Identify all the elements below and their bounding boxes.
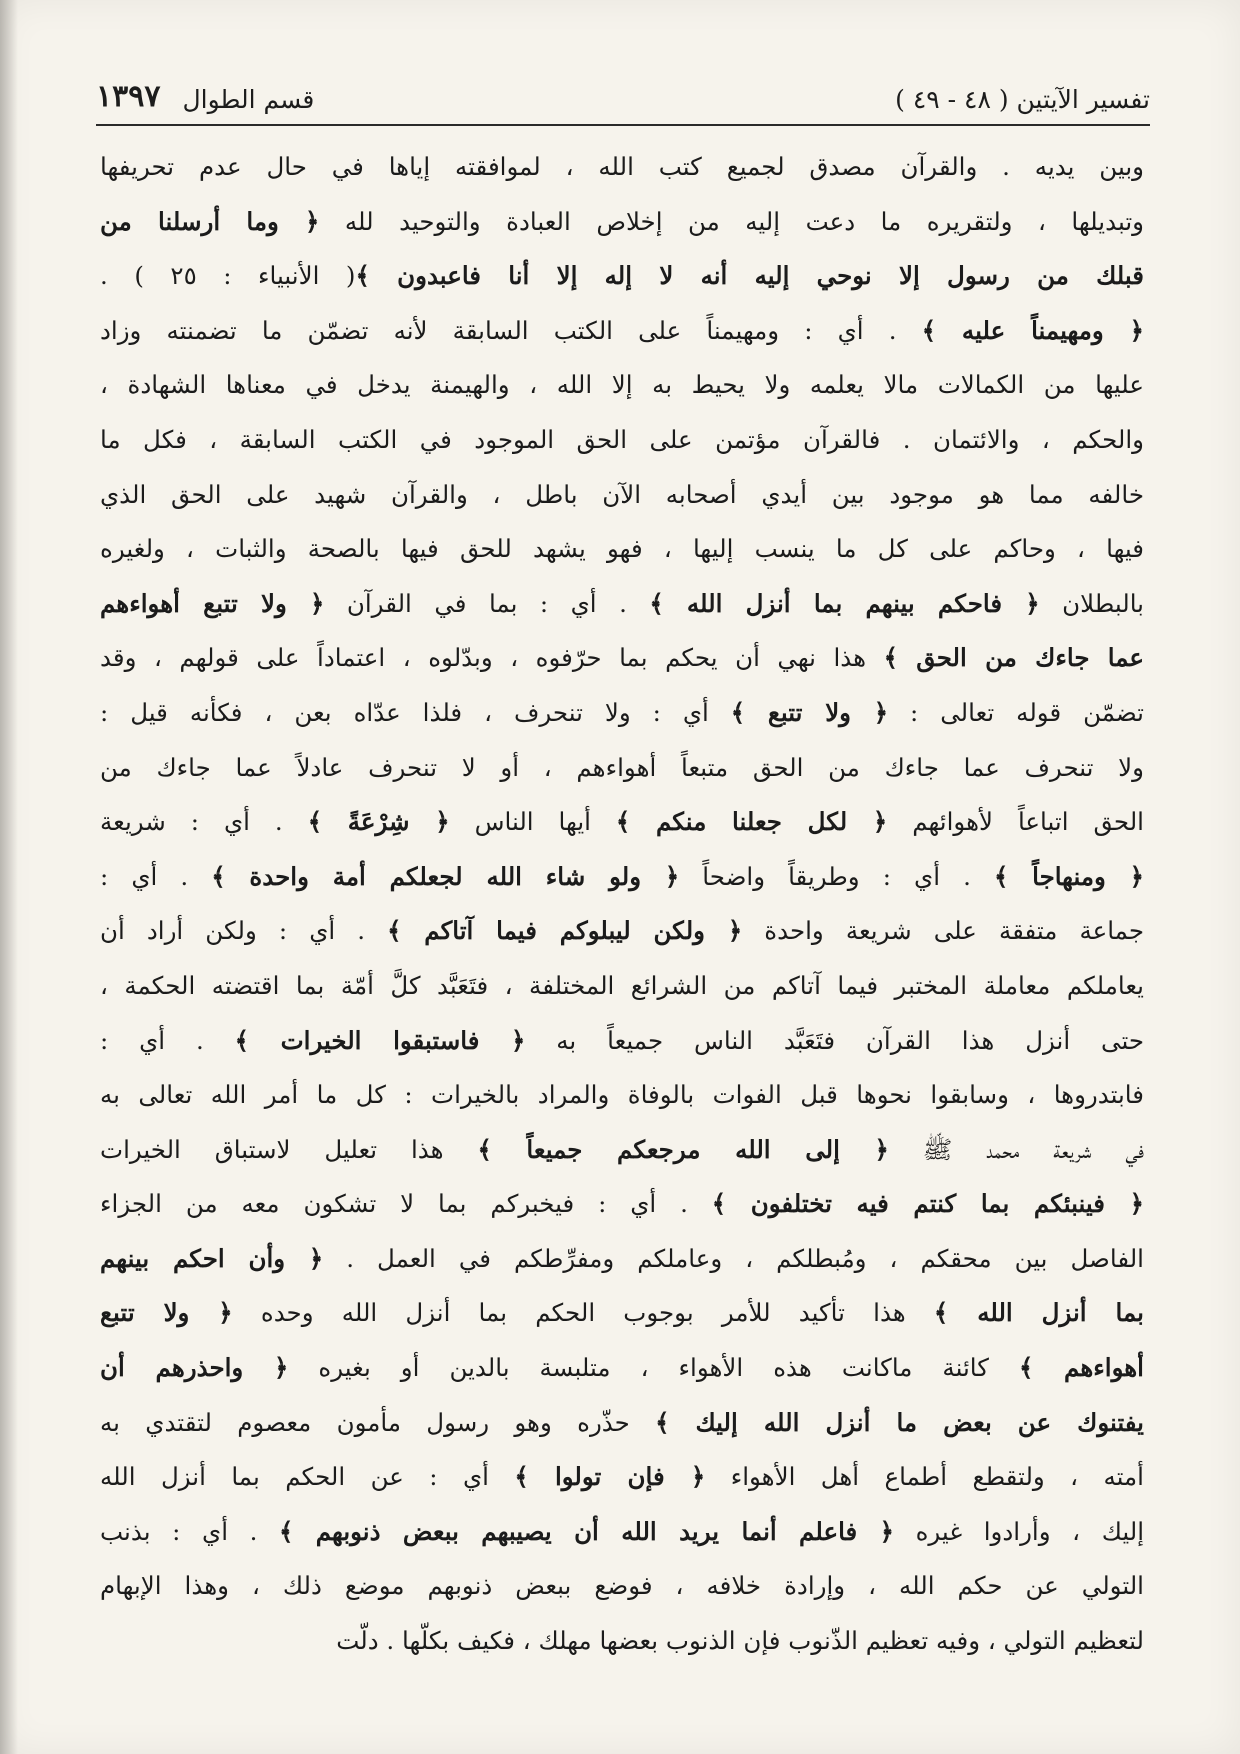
section-name: قسم الطوال — [182, 85, 315, 114]
commentary-segment: التولي عن حكم الله ، وإرادة خلافه ، فوضع ببعض ذنوبهم موضع ذلك ، وهذا الإبهام — [100, 1571, 1144, 1601]
quran-verse-text: ﴿ وما أرسلنا من — [100, 206, 320, 236]
commentary-segment: جماعة متفقة على شريعة واحدة — [742, 916, 1144, 946]
commentary-segment: . أي : وطريقاً واضحاً — [679, 861, 994, 891]
commentary-segment: الحق اتباعاً لأهوائهم — [887, 807, 1144, 837]
text-line — [100, 1396, 1144, 1451]
quran-verse-text: قبلك من رسول إلا نوحي إليه أنه لا إله إلا أنا فاعبدون ﴾ — [355, 261, 1144, 291]
commentary-segment: . أي : فيخبركم بما لا تشكون معه من الجزاء — [100, 1189, 712, 1219]
text-line — [100, 577, 1144, 632]
commentary-segment: وبين يديه . والقرآن مصدق لجميع كتب الله ، لموافقته إياها في حال عدم تحريفها — [100, 152, 1144, 181]
text-line — [100, 358, 1144, 413]
quran-verse-text: ﴿ ولا تتبع أهواءهم — [100, 588, 325, 618]
commentary-segment: هذا نهي أن يحكم بما حرّفوه ، وبدّلوه ، اعتماداً على قولهم ، وقد — [100, 643, 884, 673]
text-line — [100, 686, 1144, 741]
commentary-segment: . أي : ومهيمناً على الكتب السابقة لأنه تضمّن ما تضمنته وزاد — [100, 315, 922, 345]
quran-verse-text: ﴿ واحذرهم أن — [100, 1353, 289, 1383]
quran-verse-text: أهواءهم ﴾ — [1018, 1353, 1144, 1383]
text-line — [100, 904, 1144, 959]
text-line — [100, 413, 1144, 468]
commentary-segment: إليك ، وأرادوا غيره — [893, 1516, 1144, 1546]
header-section-group — [96, 79, 314, 114]
quran-verse-text: ﴿ وأن احكم بينهم — [100, 1243, 324, 1273]
text-line — [100, 140, 1144, 195]
quran-verse-text: يفتنوك عن بعض ما أنزل الله إليك ﴾ — [655, 1407, 1144, 1437]
quran-verse-text: ﴿ شِرْعَةً ﴾ — [307, 807, 450, 837]
text-line — [100, 631, 1144, 686]
commentary-segment: ولا تنحرف عما جاءك من الحق متبعاً أهواءهم ، أو لا تنحرف عادلاً عما جاءك من — [100, 752, 1144, 782]
page-number: ١٣٩٧ — [96, 79, 161, 114]
commentary-segment: ( الأنبياء : ٢٥ ) . — [100, 261, 356, 291]
commentary-text — [100, 140, 1144, 1669]
text-line — [100, 304, 1144, 359]
commentary-segment: حتى أنزل هذا القرآن فتَعَبَّد الناس جميعاً به — [525, 1025, 1144, 1055]
text-line — [100, 850, 1144, 905]
commentary-segment: الفاصل بين محقكم ، ومُبطلكم ، وعاملكم ومفرِّطكم في العمل . — [323, 1243, 1144, 1273]
text-line — [100, 1614, 1144, 1669]
text-line — [100, 1068, 1144, 1123]
commentary-segment: أمته ، ولتقطع أطماع أهل الأهواء — [705, 1462, 1144, 1492]
quran-verse-text: ﴿ فاحكم بينهم بما أنزل الله ﴾ — [649, 588, 1040, 618]
commentary-segment: أي : ولا تنحرف ، فلذا عدّاه بعن ، فكأنه قيل : — [100, 697, 731, 727]
text-line — [100, 1177, 1144, 1232]
quran-verse-text: ﴿ ولا تتبع — [100, 1298, 233, 1328]
commentary-segment: بالبطلان — [1039, 588, 1144, 618]
commentary-segment: يعاملكم معاملة المختبر فيما آتاكم من الشرائع المختلفة ، فتَعَبَّد كلَّ أمّة بما اقتضته الحكمة ، — [100, 970, 1144, 1000]
quran-verse-text: بما أنزل الله ﴾ — [933, 1298, 1144, 1328]
text-line — [100, 1450, 1144, 1505]
text-line — [100, 959, 1144, 1014]
text-line — [100, 1341, 1144, 1396]
commentary-segment: فيها ، وحاكم على كل ما ينسب إليها ، فهو يشهد للحق فيها بالصحة والثبات ، ولغيره — [100, 534, 1144, 564]
quran-verse-text: ﴿ ولا تتبع ﴾ — [730, 697, 889, 727]
text-line — [100, 522, 1144, 577]
commentary-segment: خالفه مما هو موجود بين أيدي أصحابه الآن باطل ، والقرآن شهيد على الحق الذي — [100, 479, 1144, 509]
quran-verse-text: ﴿ فاعلم أنما يريد الله أن يصيبهم ببعض ذنوبهم ﴾ — [279, 1516, 894, 1546]
text-line — [100, 1505, 1144, 1560]
commentary-segment: . أي : شريعة — [100, 807, 308, 837]
commentary-segment: فابتدروها ، وسابقوا نحوها قبل الفوات بالوفاة والمراد بالخيرات : كل ما أمر الله تعالى به — [100, 1080, 1144, 1110]
commentary-segment: أيها الناس — [449, 807, 616, 837]
text-line — [100, 468, 1144, 523]
quran-verse-text: عما جاءك من الحق ﴾ — [883, 643, 1144, 673]
text-line — [100, 1559, 1144, 1614]
quran-verse-text: ﴿ ولكن ليبلوكم فيما آتاكم ﴾ — [387, 916, 743, 946]
commentary-segment: وتبديلها ، ولتقريره ما دعت إليه من إخلاص العبادة والتوحيد لله — [319, 206, 1144, 236]
quran-verse-text: ﴿ إلى الله مرجعكم جميعاً ﴾ — [477, 1134, 889, 1164]
page-header — [96, 70, 1150, 114]
commentary-segment: . أي : ولكن أراد أن — [100, 916, 388, 946]
commentary-segment: تضمّن قوله تعالى : — [888, 697, 1144, 727]
text-line — [100, 741, 1144, 796]
commentary-segment: أي : عن الحكم بما أنزل الله — [100, 1462, 515, 1492]
commentary-segment: لتعظيم التولي ، وفيه تعظيم الذّنوب فإن الذنوب بعضها مهلك ، فكيف بكلّها . دلّت — [336, 1626, 1144, 1656]
quran-verse-text: ﴿ فإن تولوا ﴾ — [514, 1462, 706, 1492]
commentary-segment: والحكم ، والائتمان . فالقرآن مؤتمن على الحق الموجود في الكتب السابقة ، فكل ما — [100, 424, 1144, 454]
quran-verse-text: ﴿ ولو شاء الله لجعلكم أمة واحدة ﴾ — [211, 861, 680, 891]
text-line — [100, 1014, 1144, 1069]
commentary-segment: في شريعة محمد ﷺ — [888, 1134, 1144, 1164]
text-line — [100, 249, 1144, 304]
text-line — [100, 195, 1144, 250]
text-line — [100, 1232, 1144, 1287]
text-line — [100, 1286, 1144, 1341]
running-title: تفسير الآيتين ( ٤٨ - ٤٩ ) — [895, 85, 1150, 114]
text-line — [100, 795, 1144, 850]
text-line — [100, 1123, 1144, 1178]
commentary-segment: حذّره وهو رسول مأمون معصوم لتقتدي به — [100, 1407, 656, 1437]
quran-verse-text: ﴿ لكل جعلنا منكم ﴾ — [615, 807, 888, 837]
quran-verse-text: ﴿ فاستبقوا الخيرات ﴾ — [234, 1025, 526, 1055]
quran-verse-text: ﴿ ومهيمناً عليه ﴾ — [921, 315, 1144, 345]
page-gutter-shadow — [0, 0, 18, 1754]
header-rule — [96, 124, 1150, 126]
commentary-segment: كائنة ماكانت هذه الأهواء ، متلبسة بالدين أو بغيره — [288, 1353, 1019, 1383]
quran-verse-text: ﴿ فينبئكم بما كنتم فيه تختلفون ﴾ — [711, 1189, 1144, 1219]
commentary-segment: . أي : — [100, 861, 212, 891]
commentary-segment: . أي : بذنب — [100, 1516, 280, 1546]
commentary-segment: هذا تعليل لاستباق الخيرات — [100, 1134, 478, 1164]
quran-verse-text: ﴿ ومنهاجاً ﴾ — [993, 861, 1144, 891]
commentary-segment: . أي : — [100, 1025, 235, 1055]
commentary-segment: هذا تأكيد للأمر بوجوب الحكم بما أنزل الله وحده — [232, 1298, 934, 1328]
commentary-segment: . أي : بما في القرآن — [324, 588, 650, 618]
commentary-segment: عليها من الكمالات مالا يعلمه ولا يحيط به إلا الله ، والهيمنة يدخل في معناها الشهادة ، — [100, 370, 1144, 400]
